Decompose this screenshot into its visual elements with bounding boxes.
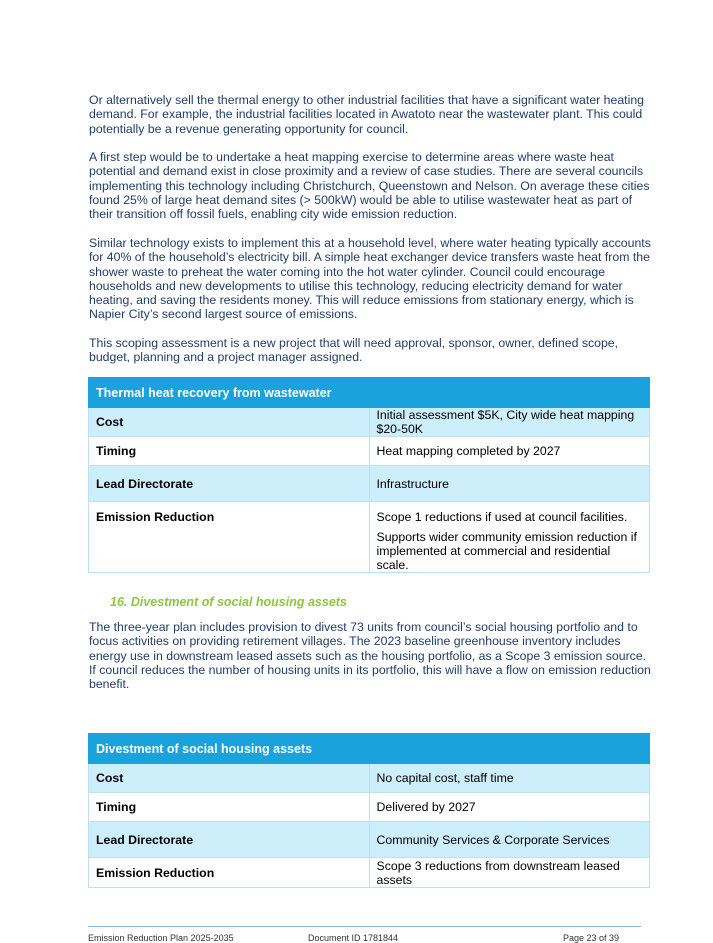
row-value: No capital cost, staff time <box>369 764 650 793</box>
row-value: Scope 3 reductions from downstream leased assets <box>369 858 650 888</box>
table-header-row <box>89 734 650 764</box>
row-label: Timing <box>89 793 370 822</box>
footer-document-id: Document ID 1781844 <box>308 933 399 943</box>
row-value: Initial assessment $5K, City wide heat mapping $20-50K <box>369 408 650 437</box>
row-label: Timing <box>89 437 370 466</box>
row-value: Delivered by 2027 <box>369 793 650 822</box>
row-label: Emission Reduction <box>89 502 370 573</box>
table-row-lead-directorate <box>89 466 650 502</box>
table-row-timing <box>89 437 650 466</box>
social-housing-table <box>88 733 650 888</box>
section-16-heading: 16. Divestment of social housing assets <box>110 595 347 609</box>
footer-document-title: Emission Reduction Plan 2025-2035 <box>88 933 234 943</box>
row-value: Heat mapping completed by 2027 <box>369 437 650 466</box>
row-label: Cost <box>89 764 370 793</box>
table-row-timing <box>89 793 650 822</box>
table-title: Thermal heat recovery from wastewater <box>89 378 650 408</box>
table-row-emission-reduction <box>89 858 650 888</box>
row-label: Lead Directorate <box>89 466 370 502</box>
row-label: Cost <box>89 408 370 437</box>
paragraph-social-housing: The three-year plan includes provision to divest 73 units from council’s social housing portfolio and to focus activities on providing retirement villages. The 2023 baseline greenhouse inventory includes energy use in downstream leased assets such as the housing portfolio, as a Scope 3 emission source. If council reduces the number of housing units in its portfolio, this will have a flow on emission reduction benefit. <box>89 620 651 692</box>
paragraph-scoping-assessment: This scoping assessment is a new project that will need approval, sponsor, owner, defined scope, budget, planning and a project manager assigned. <box>89 336 619 365</box>
row-label: Emission Reduction <box>89 858 370 888</box>
row-value-line: Supports wider community emission reduction if implemented at commercial and residential scale. <box>376 530 637 572</box>
thermal-heat-recovery-table <box>88 377 650 573</box>
row-value: Community Services & Corporate Services <box>369 822 650 858</box>
table-header-row <box>89 378 650 408</box>
table-row-lead-directorate <box>89 822 650 858</box>
row-label: Lead Directorate <box>89 822 370 858</box>
table-row-cost <box>89 764 650 793</box>
paragraph-sell-thermal-energy: Or alternatively sell the thermal energy to other industrial facilities that have a significant water heating demand. For example, the industrial facilities located in Awatoto near the wastewater plant. This could potentially be a revenue generating opportunity for council. <box>89 93 645 136</box>
row-value: Infrastructure <box>369 466 650 502</box>
table-row-cost <box>89 408 650 437</box>
paragraph-heat-mapping: A first step would be to undertake a heat mapping exercise to determine areas where waste heat potential and demand exist in close proximity and a review of case studies. There are several councils implementing this technology including Christchurch, Queenstown and Nelson. On average these cities found 25% of large heat demand sites (> 500kW) would be able to utilise wastewater heat as part of their transition off fossil fuels, enabling city wide emission reduction. <box>89 150 650 222</box>
row-value <box>369 502 650 573</box>
footer-divider <box>88 926 641 927</box>
table-row-emission-reduction <box>89 502 650 573</box>
footer-page-number: Page 23 of 39 <box>563 933 620 943</box>
row-value-line: Scope 1 reductions if used at council facilities. <box>376 510 628 524</box>
paragraph-household-technology: Similar technology exists to implement this at a household level, where water heating typically accounts for 40% of the household’s electricity bill. A simple heat exchanger device transfers waste heat from the shower waste to preheat the water coming into the hot water cylinder. Council could encourage households and new developments to utilise this technology, reducing electricity demand for water heating, and saving the residents money. This will reduce emissions from stationary energy, which is Napier City’s second largest source of emissions. <box>89 236 651 322</box>
table-title: Divestment of social housing assets <box>89 734 650 764</box>
